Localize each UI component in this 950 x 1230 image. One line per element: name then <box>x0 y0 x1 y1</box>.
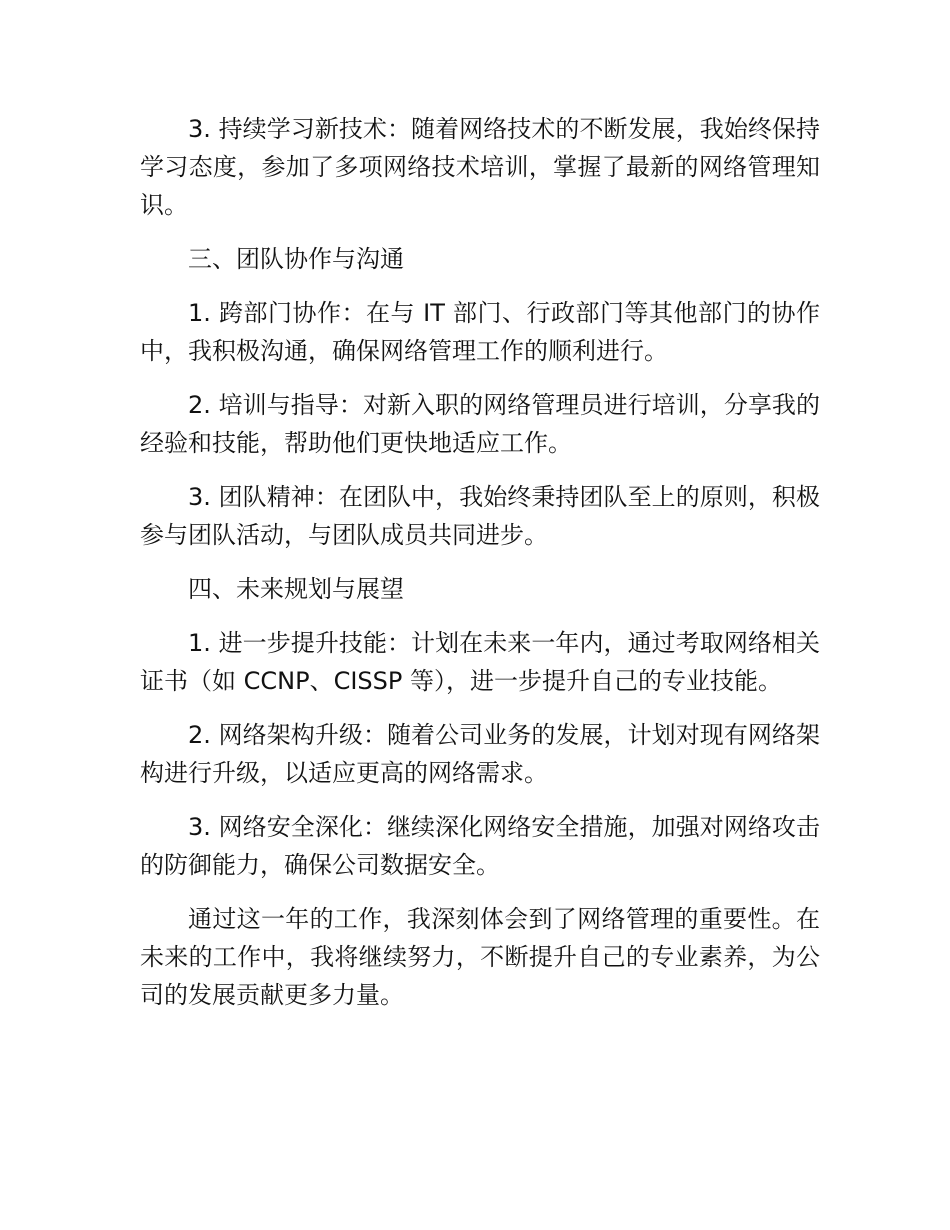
paragraph-team-spirit: 3. 团队精神：在团队中，我始终秉持团队至上的原则，积极参与团队活动，与团队成员共同进步。 <box>140 483 820 549</box>
document-page <box>140 110 820 1030</box>
section-heading-teamwork: 三、团队协作与沟通 <box>188 245 404 273</box>
section-heading-future: 四、未来规划与展望 <box>188 575 404 603</box>
paragraph-security-deepening: 3. 网络安全深化：继续深化网络安全措施，加强对网络攻击的防御能力，确保公司数据安全。 <box>140 813 820 879</box>
paragraph-skill-improvement: 1. 进一步提升技能：计划在未来一年内，通过考取网络相关证书（如 CCNP、CISSP 等），进一步提升自己的专业技能。 <box>140 629 820 695</box>
paragraph-training-guidance: 2. 培训与指导：对新入职的网络管理员进行培训，分享我的经验和技能，帮助他们更快地适应工作。 <box>140 391 820 457</box>
paragraph-architecture-upgrade: 2. 网络架构升级：随着公司业务的发展，计划对现有网络架构进行升级，以适应更高的网络需求。 <box>140 721 820 787</box>
paragraph-conclusion: 通过这一年的工作，我深刻体会到了网络管理的重要性。在未来的工作中，我将继续努力，不断提升自己的专业素养，为公司的发展贡献更多力量。 <box>140 905 820 1009</box>
paragraph-continuous-learning: 3. 持续学习新技术：随着网络技术的不断发展，我始终保持学习态度，参加了多项网络技术培训，掌握了最新的网络管理知识。 <box>140 115 820 219</box>
paragraph-cross-department: 1. 跨部门协作：在与 IT 部门、行政部门等其他部门的协作中，我积极沟通，确保网络管理工作的顺利进行。 <box>140 299 820 365</box>
